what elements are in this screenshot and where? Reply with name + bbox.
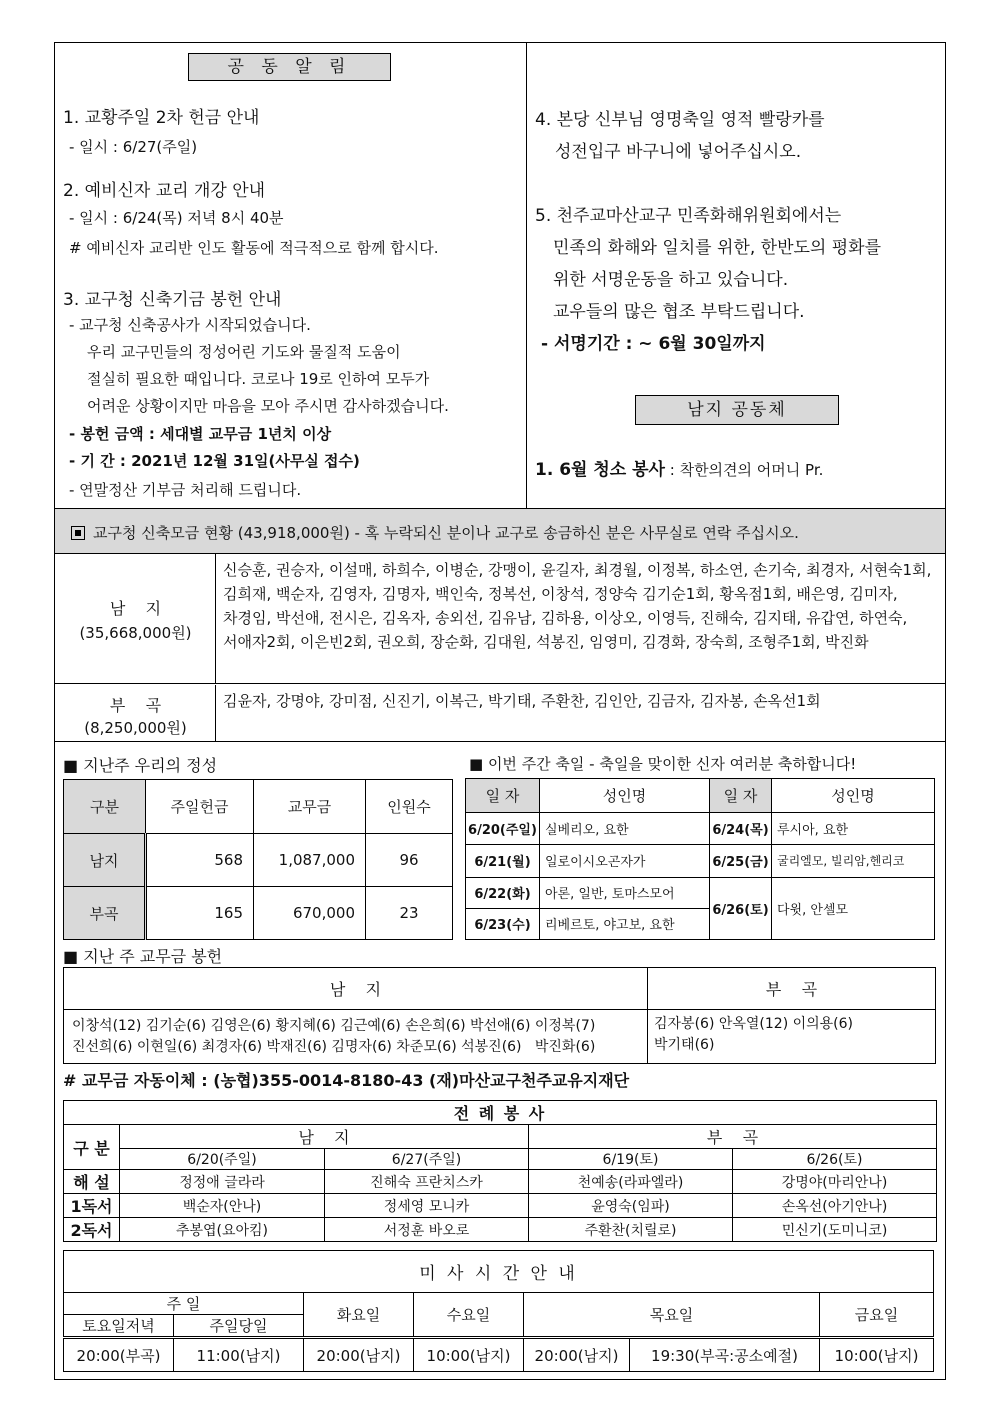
item5-line: 위한 서명운동을 하고 있습니다. xyxy=(553,270,789,290)
liturgy-date: 6/27(주일) xyxy=(325,1149,529,1170)
feast-header: 일 자 xyxy=(466,779,540,813)
item3-title: 3. 교구청 신축기금 봉헌 안내 xyxy=(63,290,282,310)
fund-namji-amount: (35,668,000원) xyxy=(79,624,192,642)
mass-sunday: 주 일 xyxy=(64,1293,304,1315)
offering-table xyxy=(63,779,453,940)
item5-line: 민족의 화해와 일치를 위한, 한반도의 평화를 xyxy=(553,238,882,258)
feast-header: 성인명 xyxy=(540,779,710,813)
item2-line: # 예비신자 교리반 인도 활동에 적극적으로 함께 합시다. xyxy=(69,239,439,257)
bulletin-page xyxy=(54,42,946,1380)
item1-line: - 일시 : 6/27(주일) xyxy=(69,138,198,156)
tithe-title: ■ 지난 주 교무금 봉헌 xyxy=(63,947,223,966)
table-row xyxy=(64,1218,937,1242)
feast-header: 일 자 xyxy=(710,779,772,813)
table-row xyxy=(64,968,936,1010)
mass-wed: 수요일 xyxy=(414,1293,524,1338)
mass-tue: 화요일 xyxy=(304,1293,414,1338)
liturgy-cell: 백순자(안나) xyxy=(120,1194,325,1218)
offering-cell: 670,000 xyxy=(254,887,366,940)
feast-date: 6/21(월) xyxy=(466,845,540,877)
item3-line: 우리 교구민들의 정성어린 기도와 물질적 도움이 xyxy=(87,343,401,361)
tithe-namji-header: 남 지 xyxy=(64,968,648,1010)
liturgy-role: 2독서 xyxy=(64,1218,120,1242)
feast-saint: 실베리오, 요한 xyxy=(540,813,710,845)
table-row xyxy=(64,834,453,887)
mass-time: 20:00(남지) xyxy=(304,1338,414,1372)
item5-period: - 서명기간 : ~ 6월 30일까지 xyxy=(541,334,766,354)
notice-area xyxy=(55,43,945,508)
offering-cell: 568 xyxy=(146,834,254,887)
mass-time: 20:00(부곡) xyxy=(64,1338,174,1372)
tithe-bugok-cell xyxy=(648,1010,936,1064)
item4-line: 4. 본당 신부님 영명축일 영적 빨랑카를 xyxy=(535,110,825,130)
fund-bugok-names: 김윤자, 강명야, 강미점, 신진기, 이복근, 박기태, 주환찬, 김인안, 김금자, 김자봉, 손옥선1회 xyxy=(223,692,821,710)
fund-header xyxy=(55,508,945,554)
feast-date: 6/23(수) xyxy=(466,908,540,939)
mass-time: 10:00(남지) xyxy=(414,1338,524,1372)
item2-title: 2. 예비신자 교리 개강 안내 xyxy=(63,181,266,201)
liturgy-cell: 민신기(도미니코) xyxy=(733,1218,937,1242)
table-row xyxy=(466,813,935,845)
autopay-info: # 교무금 자동이체 : (농협)355-0014-8180-43 (재)마산교구천주교유지재단 xyxy=(63,1071,630,1090)
item1-title: 1. 교황주일 2차 헌금 안내 xyxy=(63,108,260,128)
table-row xyxy=(64,1194,937,1218)
table-row xyxy=(466,845,935,877)
feast-saint: 굴리엘모, 빌리암,헨리코 xyxy=(772,845,935,877)
item3-line: 절실히 필요한 때입니다. 코로나 19로 인하여 모두가 xyxy=(87,370,430,388)
liturgy-role: 해 설 xyxy=(64,1170,120,1194)
liturgy-table xyxy=(63,1100,937,1242)
table-row xyxy=(466,779,935,813)
mass-time: 19:30(부곡:공소예절) xyxy=(630,1338,820,1372)
liturgy-date: 6/26(토) xyxy=(733,1149,937,1170)
liturgy-date: 6/19(토) xyxy=(529,1149,733,1170)
mass-time: 11:00(남지) xyxy=(174,1338,304,1372)
tithe-bugok-header: 부 곡 xyxy=(648,968,936,1010)
feast-saint: 리베르토, 야고보, 요한 xyxy=(540,908,710,939)
item2-line: - 일시 : 6/24(목) 저녁 8시 40분 xyxy=(69,209,284,227)
offering-cell: 96 xyxy=(366,834,453,887)
table-row xyxy=(64,1338,934,1372)
item3-period: - 기 간 : 2021년 12월 31일(사무실 접수) xyxy=(69,452,360,470)
table-row xyxy=(64,1125,937,1149)
liturgy-cell: 진해숙 프란치스카 xyxy=(325,1170,529,1194)
liturgy-cell: 서정훈 바오로 xyxy=(325,1218,529,1242)
item5-line: 5. 천주교마산교구 민족화해위원회에서는 xyxy=(535,206,842,226)
offering-cell: 23 xyxy=(366,887,453,940)
fund-bugok-amount: (8,250,000원) xyxy=(84,719,187,737)
feast-date: 6/24(목) xyxy=(710,813,772,845)
clean-value: : 착한의견의 어머니 Pr. xyxy=(664,461,824,479)
feast-header: 성인명 xyxy=(772,779,935,813)
mass-thu: 목요일 xyxy=(524,1293,820,1338)
item3-last: - 연말정산 기부금 처리해 드립니다. xyxy=(69,481,302,499)
mass-sat-eve: 토요일저녁 xyxy=(64,1315,174,1338)
liturgy-cell: 정세영 모니카 xyxy=(325,1194,529,1218)
liturgy-title: 전 례 봉 사 xyxy=(64,1101,937,1125)
column-divider xyxy=(526,43,527,508)
liturgy-cell: 천예송(라파엘라) xyxy=(529,1170,733,1194)
feast-saint: 다윗, 안셀모 xyxy=(772,877,935,939)
liturgy-cell: 강명야(마리안나) xyxy=(733,1170,937,1194)
notice-title: 공 동 알 림 xyxy=(188,53,391,81)
mass-table xyxy=(63,1250,934,1372)
fund-namji-names: 신승훈, 권승자, 이설매, 하희수, 이병순, 강맹이, 윤길자, 최경월, 이정복, 하소연, 손기숙, 최경자, 서현숙1회, 김희재, 백순자, 김영자, 김명자, 백인숙, 정복선, 이창석, 정양숙 김기순1회, 황옥점1회, 배은영, 김미자, 차경임, 박선애, 전시은, 김옥자, 송외선, 김유남, 김하용, 이상오, 이영득, 진해숙, 김지태, 유갑연, 하연숙, 서애자2회, 이은빈2회, 권오희, 장순화, 김대원, 석봉진, 임영미, 김경화, 장숙희, 조형주1회, 박진화 xyxy=(223,561,932,651)
liturgy-cell: 윤영숙(임파) xyxy=(529,1194,733,1218)
feast-date: 6/25(금) xyxy=(710,845,772,877)
liturgy-namji: 남 지 xyxy=(120,1125,529,1149)
tithe-table xyxy=(63,967,936,1064)
item5-line: 교우들의 많은 협조 부탁드립니다. xyxy=(553,302,805,322)
tithe-namji-cell xyxy=(64,1010,648,1064)
liturgy-date: 6/20(주일) xyxy=(120,1149,325,1170)
feast-saint: 일로이시오곤자가 xyxy=(540,845,710,877)
fund-namji-label: 남 지 xyxy=(109,599,162,618)
feast-date: 6/22(화) xyxy=(466,877,540,908)
feast-saint: 루시아, 요한 xyxy=(772,813,935,845)
mass-time: 10:00(남지) xyxy=(820,1338,934,1372)
item3-line: - 교구청 신축공사가 시작되었습니다. xyxy=(69,316,311,334)
table-row xyxy=(64,887,453,940)
liturgy-cell: 주환찬(치릴로) xyxy=(529,1218,733,1242)
feast-saint: 아론, 일반, 토마스모어 xyxy=(540,877,710,908)
table-row xyxy=(466,877,935,908)
tithe-namji-line: 이창석(12) 김기순(6) 김영은(6) 황지혜(6) 김근예(6) 손은희(6) 박선애(6) 이정복(7) xyxy=(72,1017,596,1034)
community-title: 남지 공동체 xyxy=(635,395,839,425)
table-row xyxy=(64,780,453,834)
offering-cell: 부곡 xyxy=(64,887,146,940)
liturgy-cell: 정정애 글라라 xyxy=(120,1170,325,1194)
table-row xyxy=(64,1170,937,1194)
table-row xyxy=(64,1251,934,1293)
offering-cell: 남지 xyxy=(64,834,146,887)
offering-cell: 165 xyxy=(146,887,254,940)
fund-bugok-row xyxy=(55,685,945,742)
item3-amount: - 봉헌 금액 : 세대별 교무금 1년치 이상 xyxy=(69,425,332,443)
fund-namji-row xyxy=(55,554,945,684)
feast-title: ■ 이번 주간 축일 - 축일을 맞이한 신자 여러분 축하합니다! xyxy=(469,755,857,773)
table-row xyxy=(64,1010,936,1064)
liturgy-cell: 추봉엽(요아킴) xyxy=(120,1218,325,1242)
offering-header: 구분 xyxy=(64,780,146,834)
item4-line: 성전입구 바구니에 넣어주십시오. xyxy=(555,142,802,162)
table-row xyxy=(64,1293,934,1315)
liturgy-role: 1독서 xyxy=(64,1194,120,1218)
offering-title: ■ 지난주 우리의 정성 xyxy=(63,756,218,775)
tithe-bugok-line: 박기태(6) xyxy=(654,1037,715,1053)
tithe-bugok-line: 김자봉(6) 안옥열(12) 이의용(6) xyxy=(654,1016,854,1032)
tithe-namji-line: 진선희(6) 이현일(6) 최경자(6) 박재진(6) 김명자(6) 차준모(6) 석봉진(6) 박진화(6) xyxy=(72,1038,596,1055)
feast-date: 6/20(주일) xyxy=(466,813,540,845)
feast-date: 6/26(토) xyxy=(710,877,772,939)
mass-title: 미 사 시 간 안 내 xyxy=(64,1251,934,1293)
mass-fri: 금요일 xyxy=(820,1293,934,1338)
mass-sun-day: 주일당일 xyxy=(174,1315,304,1338)
table-row xyxy=(64,1101,937,1125)
liturgy-gubun: 구 분 xyxy=(64,1125,120,1170)
item3-line: 어려운 상황이지만 마음을 모아 주시면 감사하겠습니다. xyxy=(87,397,449,415)
fund-bugok-label: 부 곡 xyxy=(109,696,162,715)
clean-label: 1. 6월 청소 봉사 xyxy=(535,460,665,480)
table-row xyxy=(64,1149,937,1170)
offering-header: 주일헌금 xyxy=(146,780,254,834)
offering-header: 인원수 xyxy=(366,780,453,834)
mass-time: 20:00(남지) xyxy=(524,1338,630,1372)
fund-header-text: 교구청 신축모금 현황 (43,918,000원) - 혹 누락되신 분이나 교구로 송금하신 분은 사무실로 연락 주십시오. xyxy=(71,522,799,543)
offering-cell: 1,087,000 xyxy=(254,834,366,887)
clean-service xyxy=(535,455,823,480)
feast-table xyxy=(465,778,935,940)
liturgy-bugok: 부 곡 xyxy=(529,1125,937,1149)
offering-header: 교무금 xyxy=(254,780,366,834)
liturgy-cell: 손옥선(아기안나) xyxy=(733,1194,937,1218)
